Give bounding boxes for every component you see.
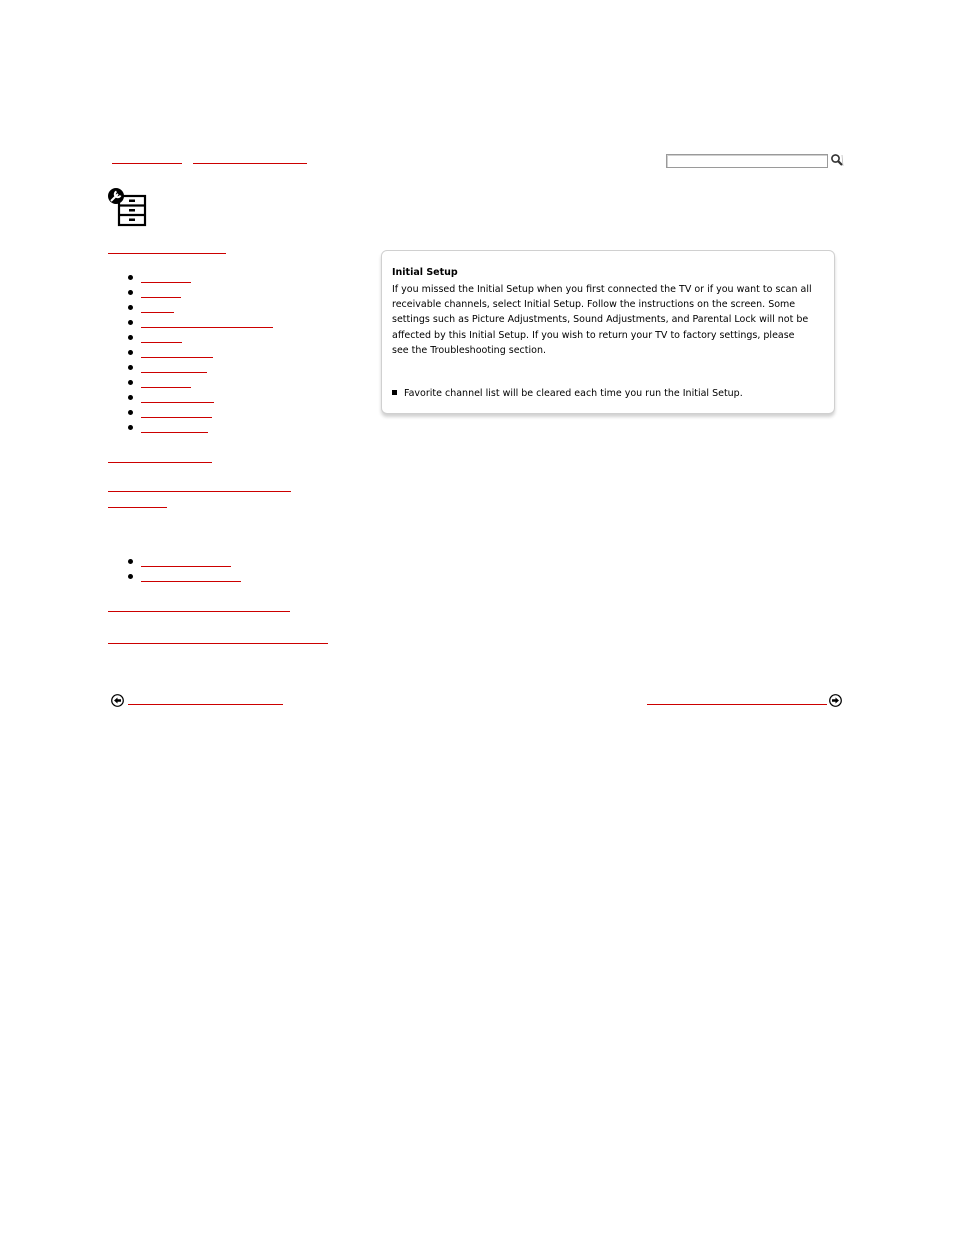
sidebar-subitem-link-7[interactable] <box>141 372 207 373</box>
panel-title: Initial Setup <box>392 267 458 278</box>
sidebar-link-4[interactable] <box>108 611 290 612</box>
sidebar-link-5[interactable] <box>108 643 328 644</box>
sidebar-link-3a[interactable] <box>108 491 291 492</box>
breadcrumb-link-1[interactable] <box>112 163 182 164</box>
sidebar-subitem-link-1[interactable] <box>141 282 191 283</box>
sidebar-subitem-link-6[interactable] <box>141 357 213 358</box>
sidebar-subitem-link-9[interactable] <box>141 402 214 403</box>
sidebar-heading-link[interactable] <box>108 253 226 254</box>
sidebar-subitem-link-8[interactable] <box>141 387 191 388</box>
arrow-left-circle-icon[interactable] <box>111 694 124 707</box>
sidebar-subitem-link-3[interactable] <box>141 312 174 313</box>
sidebar-subitem-link-12[interactable] <box>141 566 231 567</box>
search-input[interactable] <box>666 154 828 168</box>
square-bullet-icon <box>392 390 397 395</box>
arrow-right-circle-icon[interactable] <box>829 694 842 707</box>
sidebar-subitem-link-13[interactable] <box>141 581 241 582</box>
sidebar-link-2[interactable] <box>108 462 212 463</box>
sidebar-subitem-link-10[interactable] <box>141 417 212 418</box>
previous-page-link[interactable] <box>128 704 283 705</box>
sidebar-subitem-link-5[interactable] <box>141 342 182 343</box>
breadcrumb-link-2[interactable] <box>193 163 307 164</box>
sidebar-subitem-link-4[interactable] <box>141 327 273 328</box>
content-panel <box>381 250 835 414</box>
settings-cabinet-icon <box>106 186 148 228</box>
panel-note <box>392 388 743 399</box>
next-page-link[interactable] <box>647 704 827 705</box>
search-icon[interactable] <box>830 153 844 167</box>
sidebar-link-3b[interactable] <box>108 507 167 508</box>
sidebar-subitem-link-2[interactable] <box>141 297 181 298</box>
panel-body-text: If you missed the Initial Setup when you first connected the TV or if you want to scan all receivable channels, select Initial Setup. Follow the instructions on the screen. Some settings such as Picture Adjustments, Sound Adjustments, and Parental Lock will not be affected by this Initial Setup. If you wish to return your TV to factory settings, please see the Troubleshooting section. <box>392 284 812 356</box>
sidebar-subitem-link-11[interactable] <box>141 432 208 433</box>
panel-note-text: Favorite channel list will be cleared each time you run the Initial Setup. <box>404 388 743 399</box>
